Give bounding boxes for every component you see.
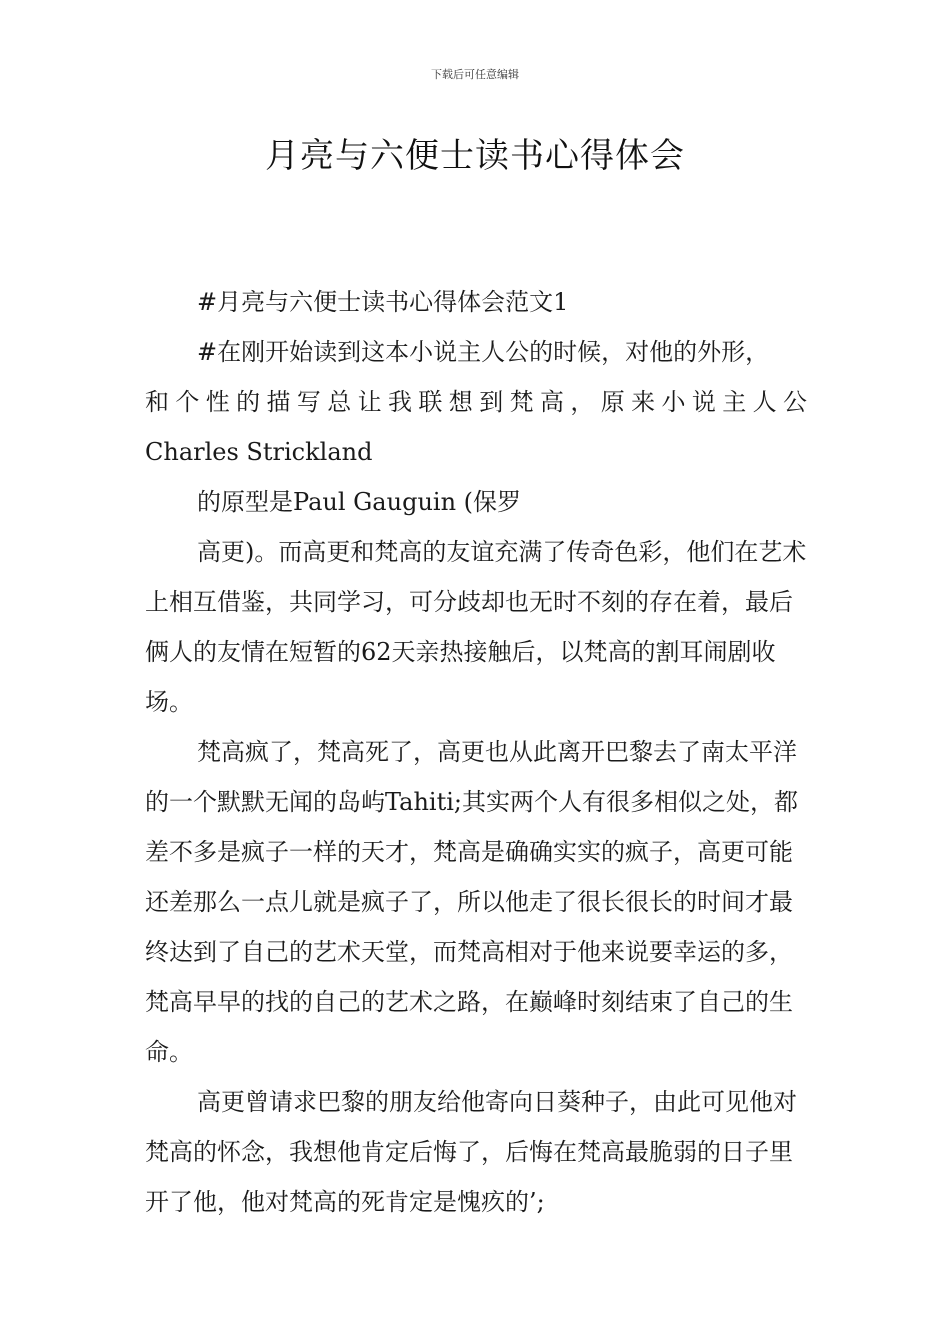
document-title: 月亮与六便士读书心得体会	[265, 136, 685, 176]
paragraph-heading: #月亮与六便士读书心得体会范文1	[197, 288, 569, 316]
document-body	[145, 277, 807, 1227]
paragraph: 梵高疯了，梵高死了，高更也从此离开巴黎去了南太平洋的一个默默无闻的岛屿Tahiti;其实两个人有很多相似之处，都差不多是疯子一样的天才，梵高是确确实实的疯子，高更可能还差那么一点儿就是疯子了，所以他走了很长很长的时间才最终达到了自己的艺术天堂，而梵高相对于他来说要幸运的多，梵高早早的找的自己的艺术之路，在巅峰时刻结束了自己的生命。	[145, 738, 798, 1066]
paragraph: 高更)。而高更和梵高的友谊充满了传奇色彩，他们在艺术上相互借鉴，共同学习，可分歧却也无时不刻的存在着，最后俩人的友情在短暂的62天亲热接触后，以梵高的割耳闹剧收场。	[145, 538, 807, 716]
paragraph-line: #在刚开始读到这本小说主人公的时候，对他的外形，	[197, 338, 770, 366]
paragraph: 高更曾请求巴黎的朋友给他寄向日葵种子，由此可见他对梵高的怀念，我想他肯定后悔了，后悔在梵高最脆弱的日子里开了他，他对梵高的死肯定是愧疚的’;	[145, 1088, 797, 1216]
paragraph-line: 的原型是Paul Gauguin (保罗	[197, 488, 522, 516]
header-note: 下载后可任意编辑	[431, 68, 519, 81]
paragraph-line: 和个性的描写总让我联想到梵高，原来小说主人公	[145, 388, 807, 416]
paragraph-line: Charles Strickland	[145, 438, 373, 466]
